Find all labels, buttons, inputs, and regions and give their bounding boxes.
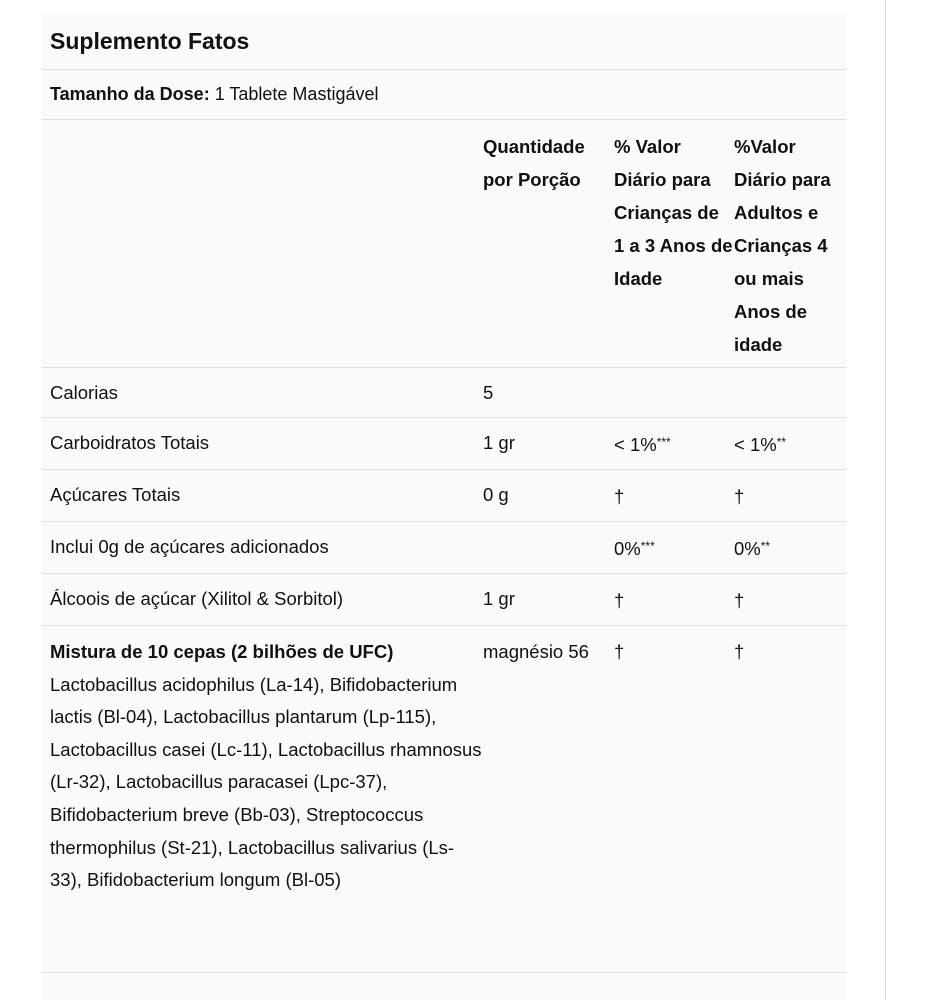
footnote-mark: *** [656,435,671,449]
dv-children [614,368,734,418]
table-row [42,574,846,626]
table-header-row [42,120,846,368]
nutrient-name: Inclui 0g de açúcares adicionados [42,522,483,574]
serving-size-value: 1 Tablete Mastigável [214,84,379,104]
serving-size-row [42,70,846,120]
dv-adults: 0%** [734,522,846,574]
header-nutrient [42,120,483,368]
header-amount: Quantidade por Porção [483,120,614,368]
blend-dv-adults: † [734,626,846,973]
panel-title: Suplemento Fatos [42,13,846,70]
blend-description [42,626,483,973]
nutrient-name: Carboidratos Totais [42,418,483,470]
nutrient-amount: 1 gr [483,418,614,470]
nutrient-name: Açúcares Totais [42,470,483,522]
nutrient-name: Álcoois de açúcar (Xilitol & Sorbitol) [42,574,483,626]
footnote-mark: ** [760,539,771,553]
dv-children: † [614,574,734,626]
blend-strains: Lactobacillus acidophilus (La-14), Bifidobacterium lactis (Bl-04), Lactobacillus plantarum (Lp-115), Lactobacillus casei (Lc-11), Lactobacillus rhamnosus (Lr-32), Lactobacillus paracasei (Lpc-37), Bifidobacterium breve (Bb-03), Streptococcus thermophilus (St-21), Lactobacillus salivarius (Ls-33), Bifidobacterium longum (Bl-05) [50,673,482,891]
probiotic-blend-row [42,626,846,973]
table-row [42,418,846,470]
dv-adults: < 1%** [734,418,846,470]
nutrient-name: Calorias [42,368,483,418]
dv-children: 0%*** [614,522,734,574]
header-dv-children: % Valor Diário para Crianças de 1 a 3 Anos de Idade [614,120,734,368]
nutrient-amount: 5 [483,368,614,418]
nutrient-amount [483,522,614,574]
dv-children: < 1%*** [614,418,734,470]
blend-amount: magnésio 56 [483,626,614,973]
dv-adults: † [734,574,846,626]
footnote-mark: ** [776,435,787,449]
supplement-facts-panel [42,13,846,1000]
nutrition-table [42,120,846,973]
footnote-mark: *** [640,539,655,553]
nutrient-amount: 0 g [483,470,614,522]
blend-dv-children: † [614,626,734,973]
table-row [42,368,846,418]
serving-size-label: Tamanho da Dose: [50,84,210,104]
nutrient-amount: 1 gr [483,574,614,626]
page-divider [885,0,886,1000]
blend-title: Mistura de 10 cepas (2 bilhões de UFC) [50,641,394,662]
dv-children: † [614,470,734,522]
dv-adults [734,368,846,418]
header-dv-adults: %Valor Diário para Adultos e Crianças 4 ou mais Anos de idade [734,120,846,368]
table-row [42,522,846,574]
table-row [42,470,846,522]
dv-adults: † [734,470,846,522]
